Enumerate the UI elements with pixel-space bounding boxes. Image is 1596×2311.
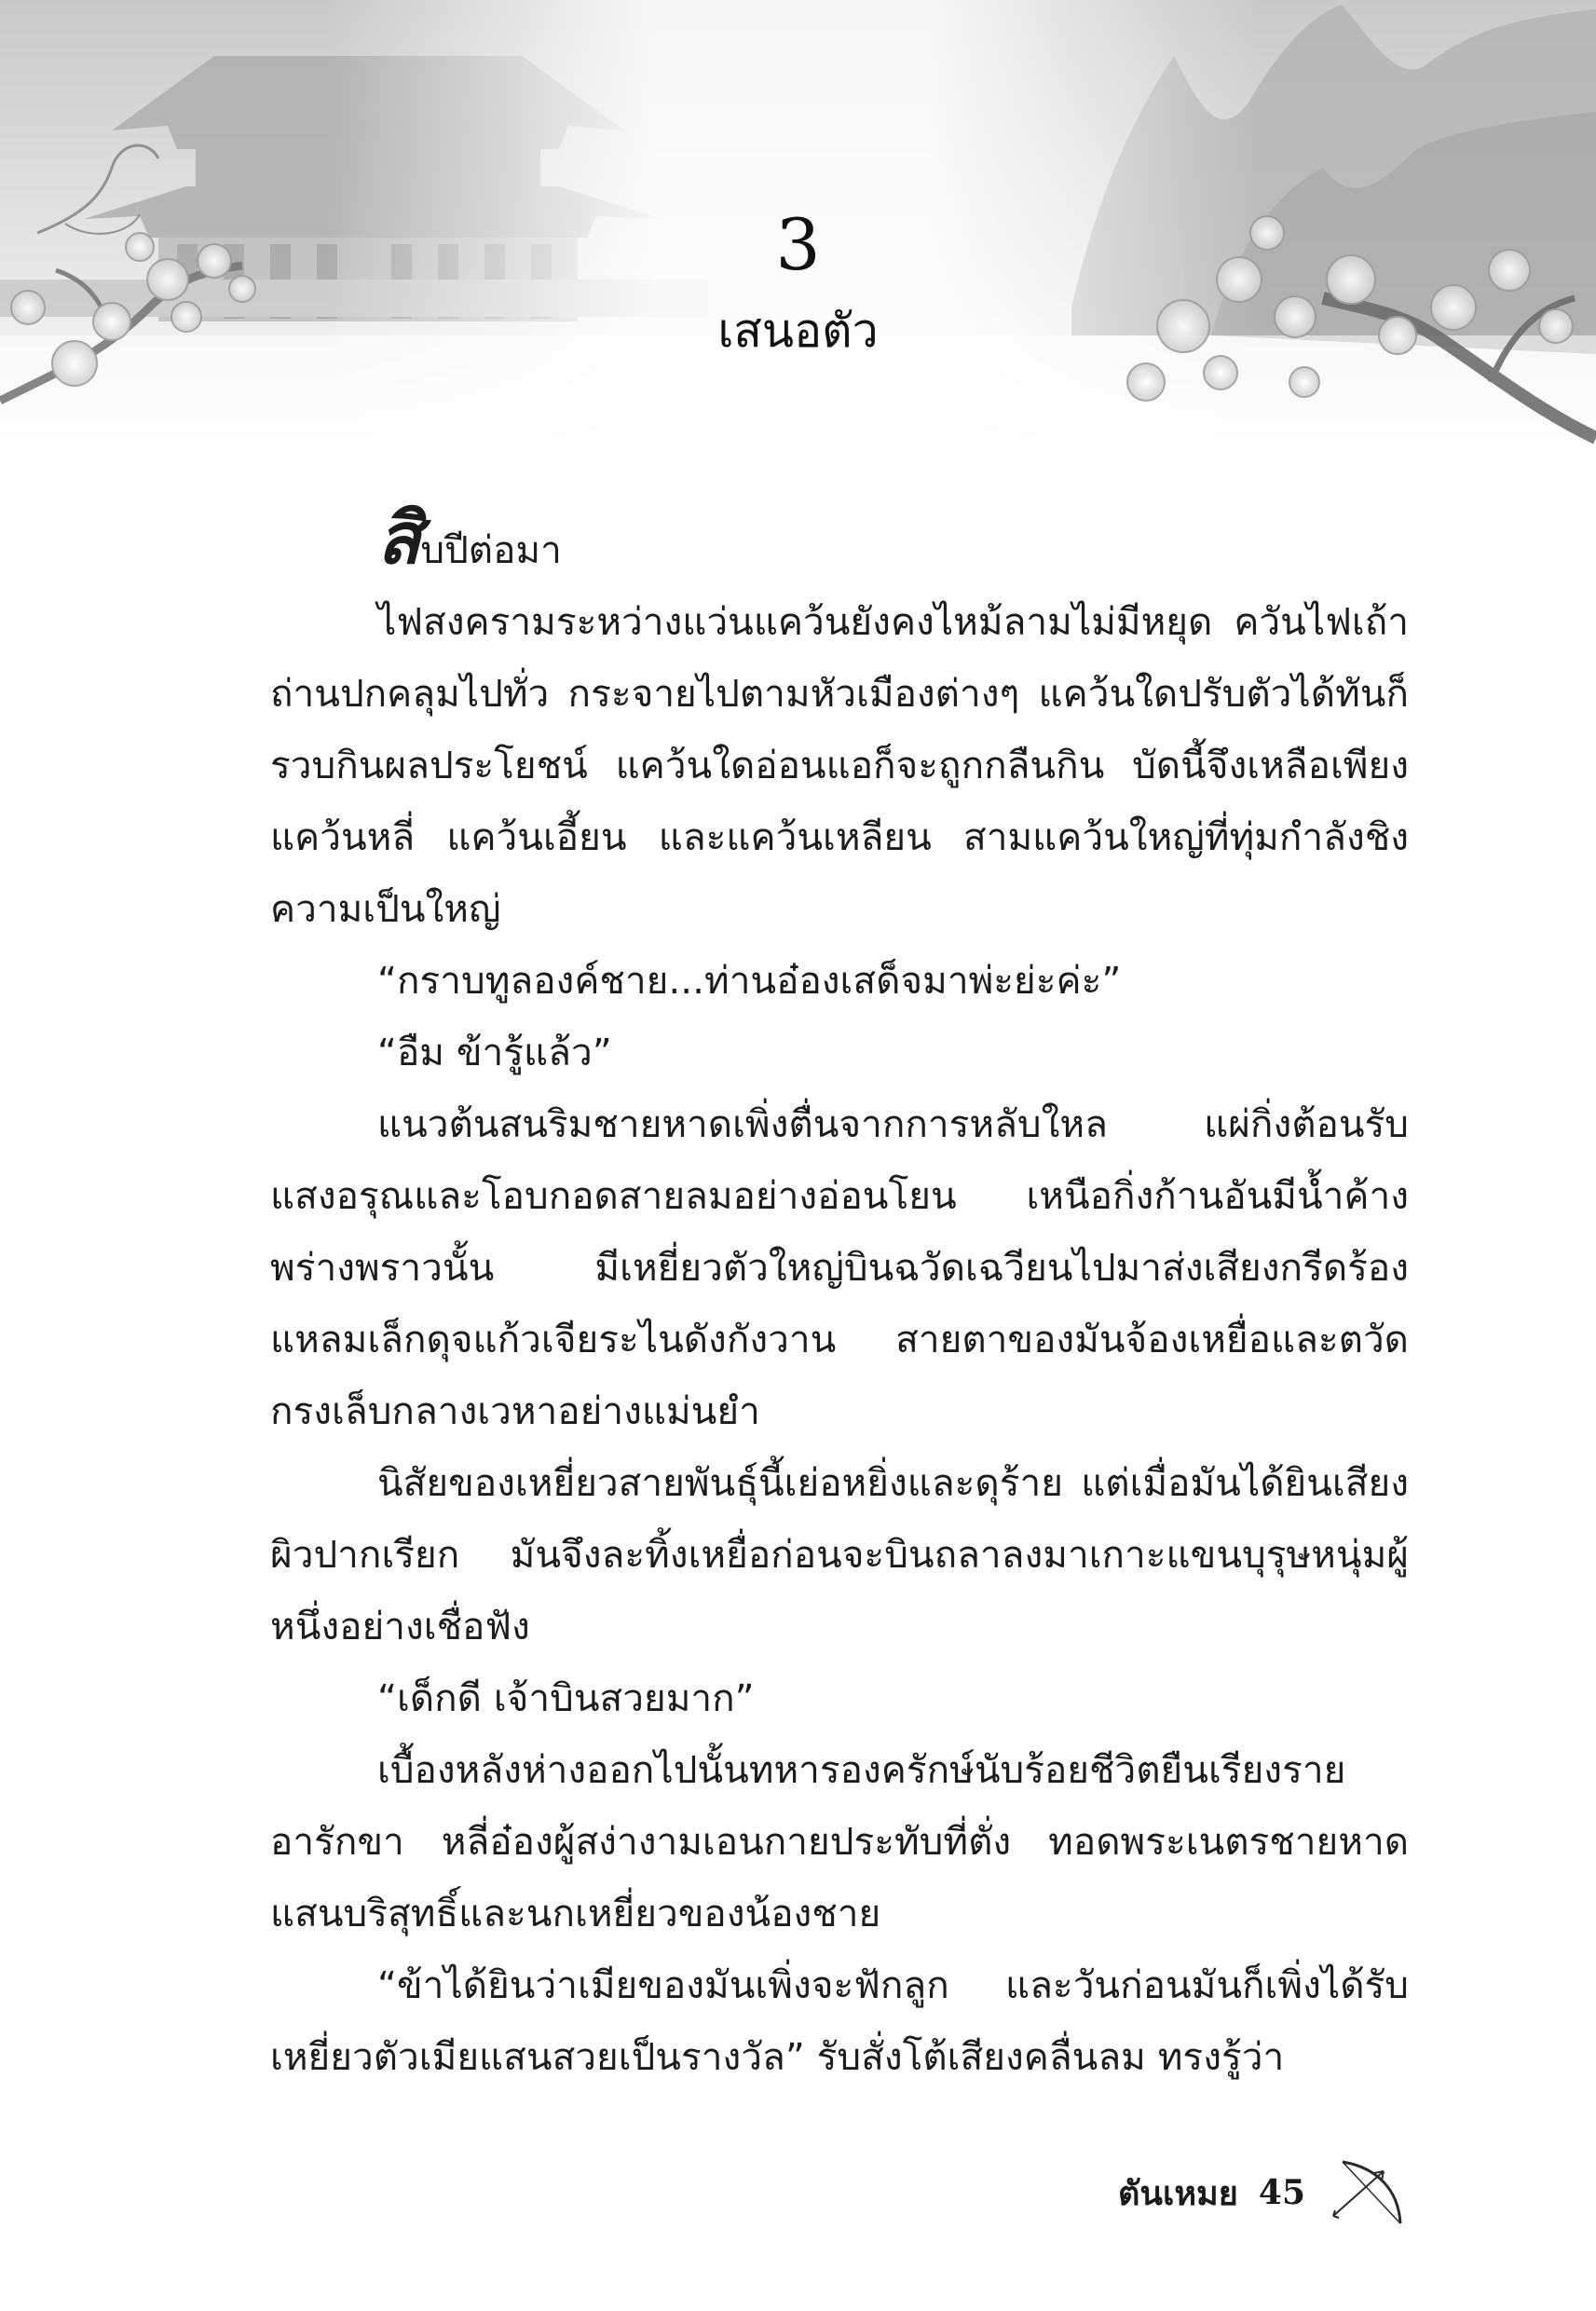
paragraph: “กราบทูลองค์ชาย...ท่านอ๋องเสด็จมาพ่ะย่ะค่ะ” (377, 958, 1122, 1003)
paragraph: แนวต้นสนริมชายหาดเพิ่งตื่นจากการหลับใหล แผ่กิ่งต้อนรับแสงอรุณและโอบกอดสายลมอย่างอ่อนโยน เหนือกิ่งก้านอันมีน้ำค้างพร่างพราวนั้น มีเหยี่ยวตัวใหญ่บินฉวัดเฉวียนไปมาส่งเสียงกรีดร้องแหลมเล็กดุจแก้วเจียระไนดังกังวาน สายตาของมันจ้องเหยื่อและตวัดกรงเล็บกลางเวหาอย่างแม่นยำ (270, 1101, 1409, 1433)
bow-and-arrow-icon (1326, 2151, 1410, 2235)
chapter-number: 3 (775, 203, 821, 286)
paragraph: “ข้าได้ยินว่าเมียของมันเพิ่งจะฟักลูก และวันก่อนมันก็เพิ่งได้รับเหยี่ยวตัวเมียแสนสวยเป็นรางวัล” รับสั่งโต้เสียงคลื่นลม ทรงรู้ว่า (270, 1962, 1409, 2079)
page-number: 45 (1258, 2173, 1305, 2212)
opening-text: บปีต่อมา (420, 527, 562, 572)
paragraph: เบื้องหลังห่างออกไปนั้นทหารองครักษ์นับร้อยชีวิตยืนเรียงรายอารักขา หลี่อ๋องผู้สง่างามเอนกายประทับที่ตั่ง ทอดพระเนตรชายหาดแสนบริสุทธิ์และนกเหยี่ยวของน้องชาย (270, 1747, 1409, 1935)
paragraph: “อืม ข้ารู้แล้ว” (377, 1030, 612, 1074)
drop-cap: สิ (377, 497, 421, 580)
opening-line (270, 497, 1409, 586)
paragraph: ไฟสงครามระหว่างแว่นแคว้นยังคงไหม้ลามไม่มีหยุด ควันไฟเถ้าถ่านปกคลุมไปทั่ว กระจายไปตามหัวเมืองต่างๆ แคว้นใดปรับตัวได้ทันก็รวบกินผลประโยชน์ แคว้นใดอ่อนแอก็จะถูกกลืนกิน บัดนี้จึงเหลือเพียงแคว้นหลี่ แคว้นเอี้ยน และแคว้นเหลียน สามแคว้นใหญ่ที่ทุ่มกำลังชิงความเป็นใหญ่ (270, 599, 1409, 931)
paragraph: “เด็กดี เจ้าบินสวยมาก” (377, 1675, 755, 1720)
chapter-title: เสนอตัว (717, 304, 879, 358)
footer-author: ตันเหมย (1118, 2173, 1238, 2213)
page-footer (1118, 2151, 1410, 2235)
paragraph: นิสัยของเหยี่ยวสายพันธุ์นี้เย่อหยิ่งและดุร้าย แต่เมื่อมันได้ยินเสียงผิวปากเรียก มันจึงละทิ้งเหยื่อก่อนจะบินถลาลงมาเกาะแขนบุรุษหนุ่มผู้หนึ่งอย่างเชื่อฟัง (270, 1460, 1409, 1648)
chapter-body (270, 497, 1409, 2093)
